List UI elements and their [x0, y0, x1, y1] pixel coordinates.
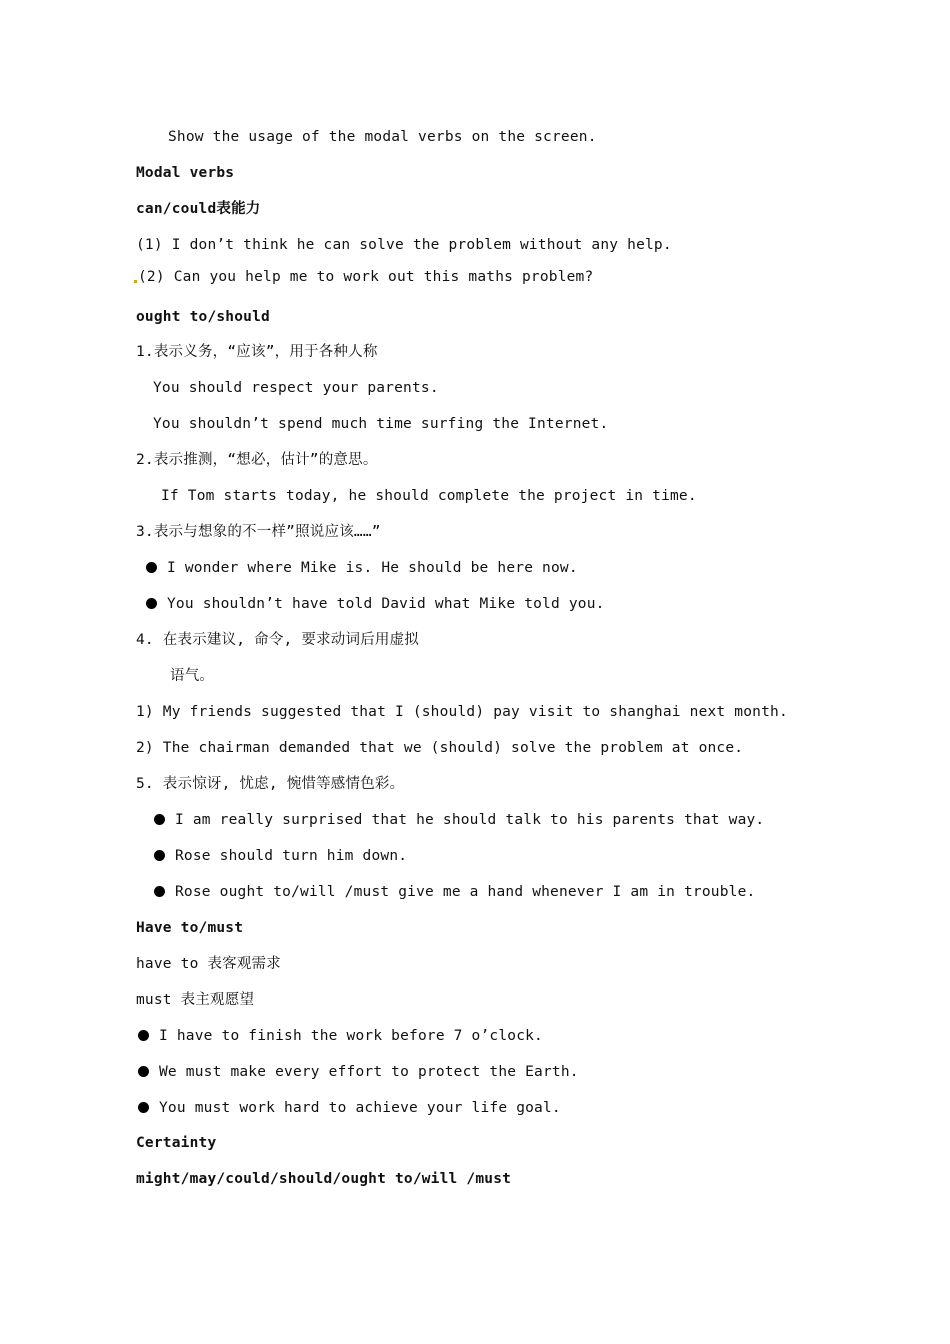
heading-ought-to-should: ought to/should [136, 309, 270, 325]
have-example-1: I have to finish the work before 7 o’clock. [138, 1026, 543, 1046]
bullet-icon [146, 598, 157, 609]
ought-point-3: 3.表示与想象的不一样”照说应该……” [136, 524, 381, 540]
have-example-2: We must make every effort to protect the Earth. [138, 1062, 579, 1082]
heading-have-to-must: Have to/must [136, 920, 244, 936]
can-example-2: (2) Can you help me to work out this maths problem? [138, 269, 594, 285]
heading-modal-verbs: Modal verbs [136, 165, 235, 181]
certainty-modal-list: might/may/could/should/ought to/will /must [136, 1171, 512, 1187]
anchor-mark [134, 280, 137, 283]
must-definition: must 表主观愿望 [136, 992, 255, 1008]
bullet-icon [138, 1066, 149, 1077]
ought-point-5-example-3: Rose ought to/will /must give me a hand whenever I am in trouble. [154, 882, 755, 902]
bullet-icon [146, 562, 157, 573]
intro-line: Show the usage of the modal verbs on the screen. [168, 129, 597, 145]
ought-point-1-example-2: You shouldn’t spend much time surfing the Internet. [153, 416, 609, 432]
ought-point-5: 5. 表示惊讶, 忧虑, 惋惜等感情色彩。 [136, 776, 405, 792]
ought-point-5-example-2: Rose should turn him down. [154, 846, 407, 866]
bullet-icon [138, 1102, 149, 1113]
heading-can-could: can/could表能力 [136, 201, 261, 217]
ought-point-2: 2.表示推测，“想必，估计”的意思。 [136, 452, 378, 468]
bullet-icon [154, 814, 165, 825]
ought-point-5-example-1: I am really surprised that he should talk to his parents that way. [154, 810, 764, 830]
ought-point-1-example-1: You should respect your parents. [153, 380, 439, 396]
heading-certainty: Certainty [136, 1135, 217, 1151]
ought-point-2-example-1: If Tom starts today, he should complete the project in time. [161, 488, 697, 504]
ought-point-3-example-1: I wonder where Mike is. He should be here now. [146, 558, 578, 578]
ought-point-4: 4. 在表示建议, 命令, 要求动词后用虚拟 [136, 632, 420, 648]
ought-point-4-example-1: 1) My friends suggested that I (should) pay visit to shanghai next month. [136, 704, 788, 720]
bullet-icon [138, 1030, 149, 1041]
bullet-icon [154, 886, 165, 897]
can-example-1: (1) I don’t think he can solve the problem without any help. [136, 237, 672, 253]
have-to-definition: have to 表客观需求 [136, 956, 281, 972]
ought-point-3-example-2: You shouldn’t have told David what Mike told you. [146, 594, 605, 614]
bullet-icon [154, 850, 165, 861]
ought-point-1: 1.表示义务，“应该”，用于各种人称 [136, 344, 378, 360]
ought-point-4-example-2: 2) The chairman demanded that we (should) solve the problem at once. [136, 740, 744, 756]
have-example-3: You must work hard to achieve your life goal. [138, 1098, 561, 1118]
ought-point-4-continued: 语气。 [170, 668, 215, 684]
